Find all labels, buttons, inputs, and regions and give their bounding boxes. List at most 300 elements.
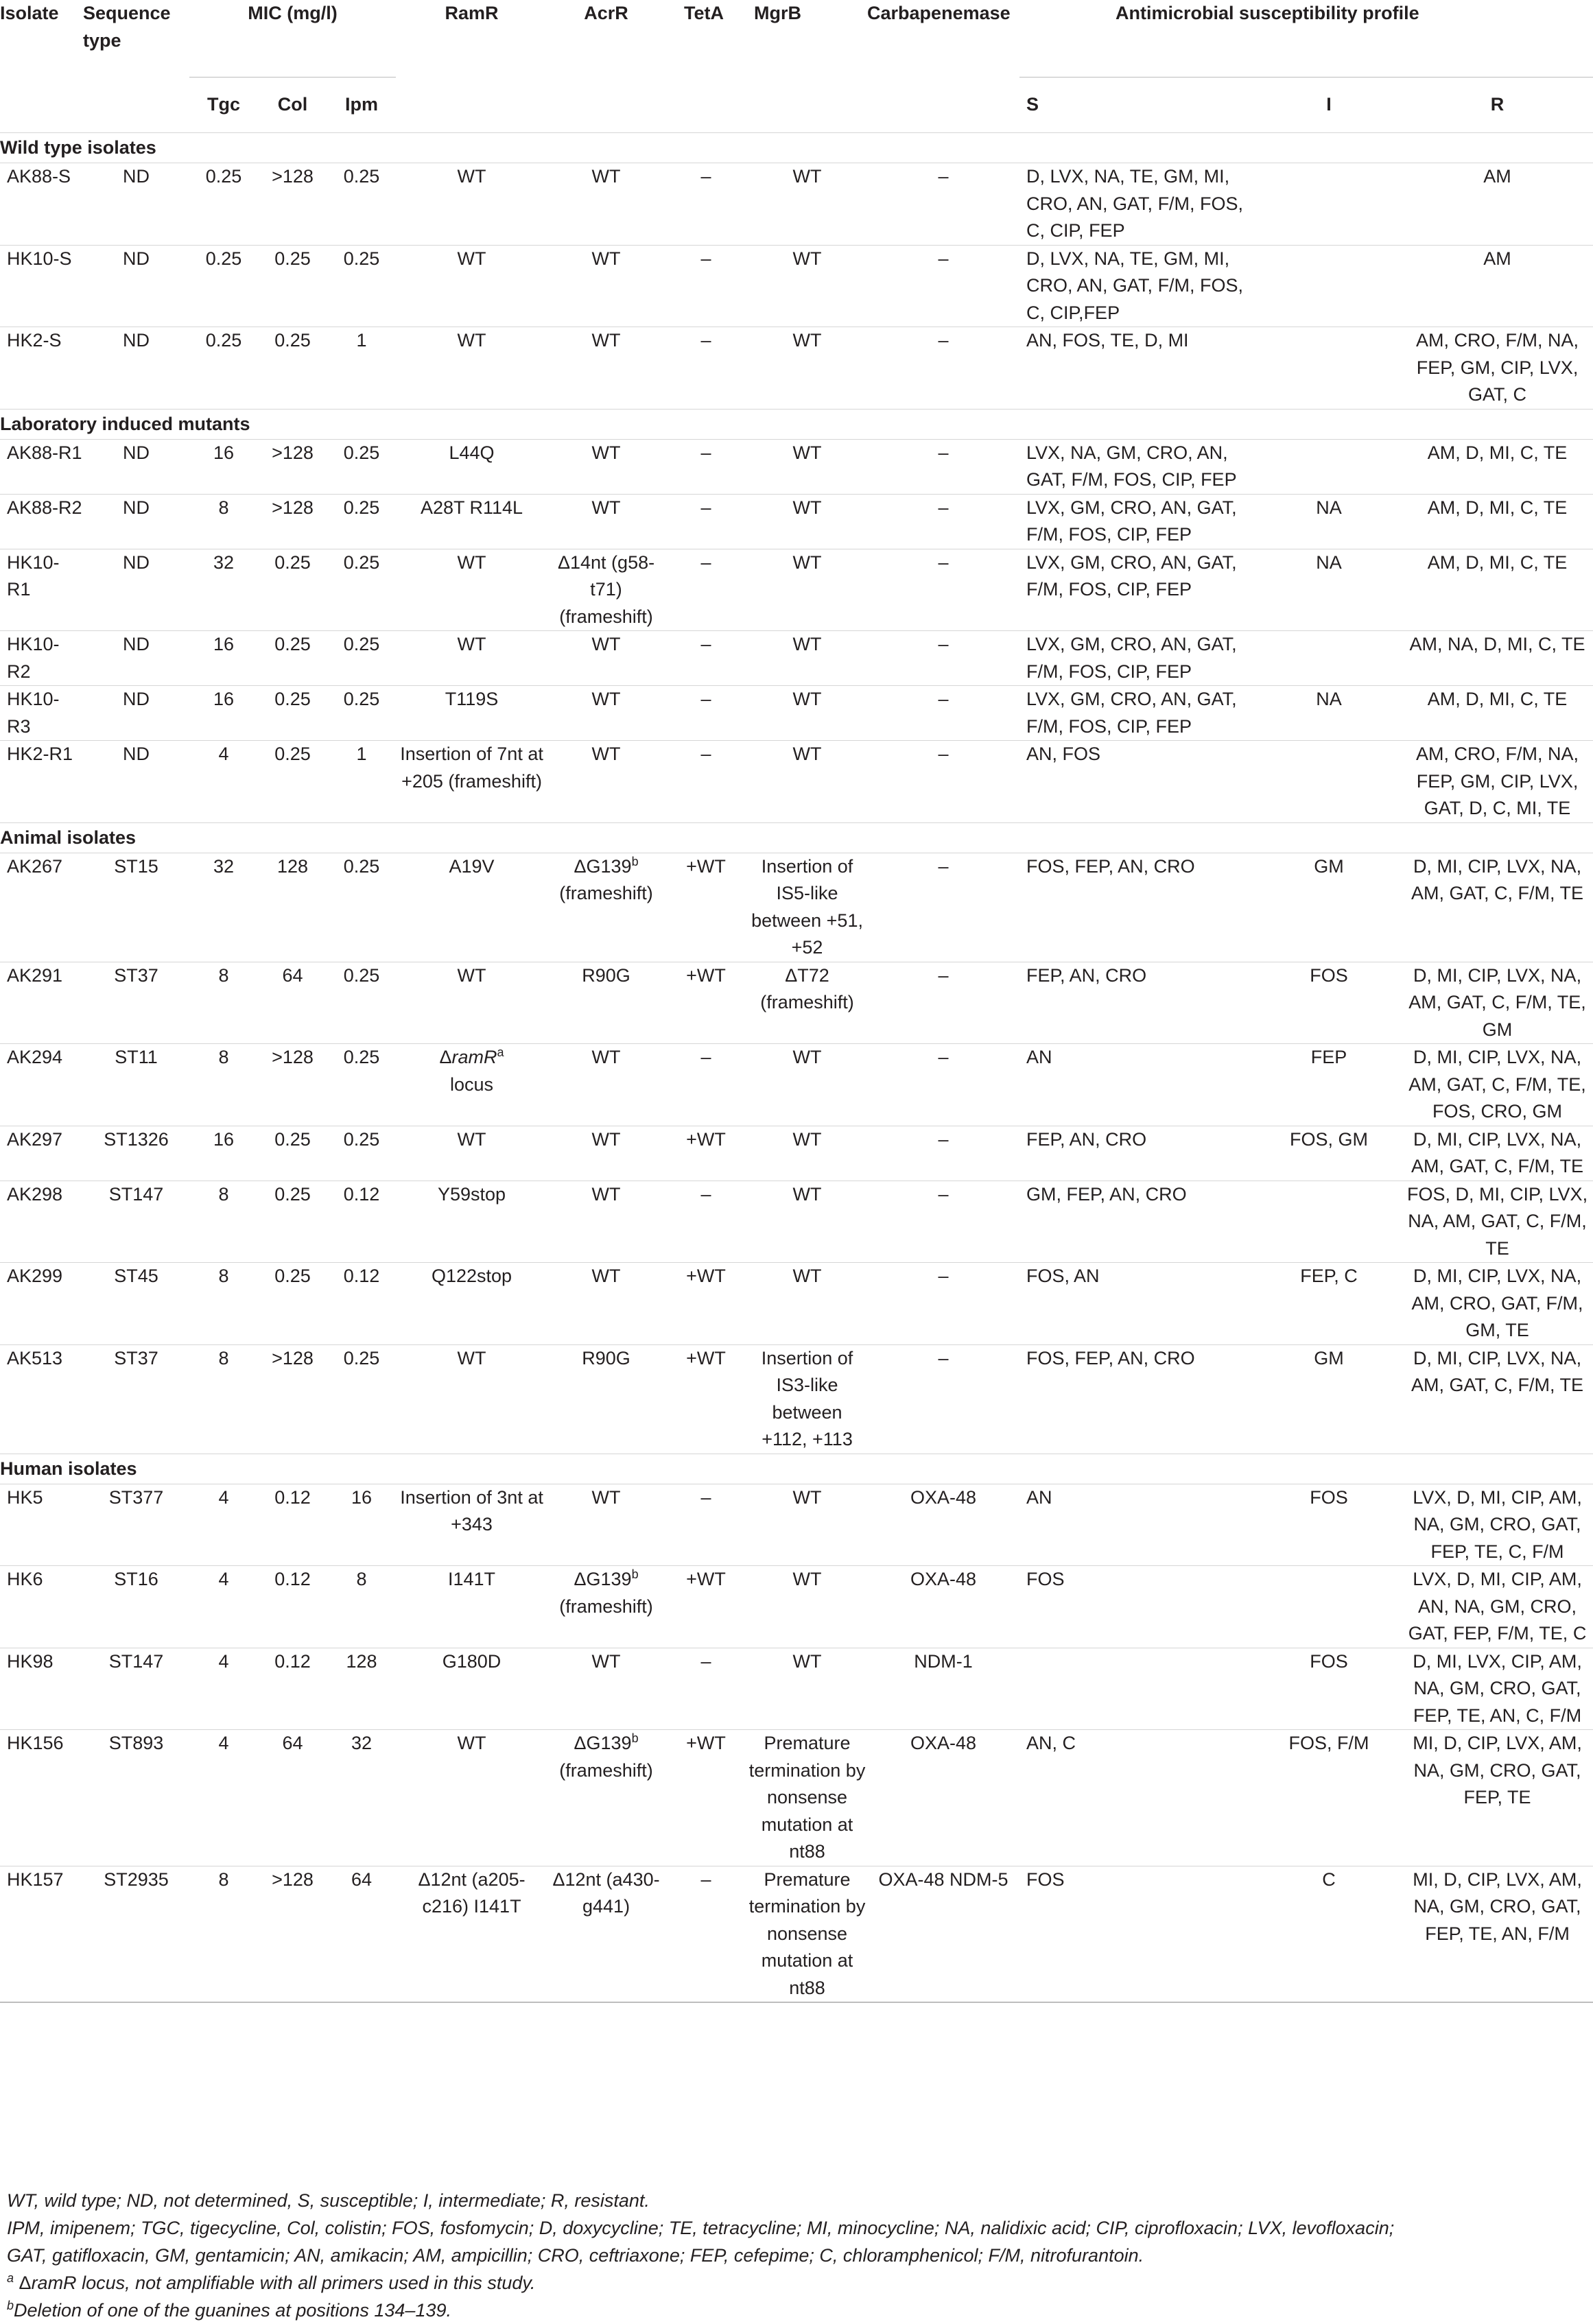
cell-tgc: 16 [189,1126,258,1181]
cell-carbapenemase: – [867,494,1019,549]
cell-intermediate: FOS [1256,962,1402,1044]
cell-isolate: HK6 [0,1566,83,1648]
cell-sequence-type: ND [83,439,189,494]
cell-col: 0.25 [258,1181,327,1263]
cell-ramr: WT [396,327,547,410]
footnote-ref: a [497,1045,504,1059]
section-header-row [0,409,1593,439]
cell-tgc: 16 [189,439,258,494]
cell-susceptible [1019,1648,1256,1730]
cell-acrr: WT [547,1263,665,1345]
cell-teta: – [665,494,747,549]
cell-ramr: T119S [396,686,547,741]
cell-carbapenemase: – [867,327,1019,410]
cell-ramr [396,1044,547,1126]
footnote-a-mark: a [7,2271,14,2285]
cell-carbapenemase: – [867,1181,1019,1263]
cell-susceptible: FOS, AN [1019,1263,1256,1345]
cell-ipm: 0.25 [327,853,396,962]
cell-resistant: D, MI, CIP, LVX, NA, AM, GAT, C, F/M, TE, FOS, CRO, GM [1402,1044,1593,1126]
cell-ipm: 0.25 [327,631,396,686]
cell-ipm: 0.25 [327,1126,396,1181]
cell-intermediate: FOS [1256,1484,1402,1566]
cell-mgrb: WT [747,245,867,327]
cell-tgc: 8 [189,962,258,1044]
col-col: Col [258,78,327,133]
cell-mgrb: WT [747,327,867,410]
cell-intermediate: GM [1256,853,1402,962]
cell-teta: – [665,1181,747,1263]
cell-mgrb: WT [747,1566,867,1648]
cell-ipm: 0.12 [327,1263,396,1345]
cell-carbapenemase: – [867,1263,1019,1345]
col-tgc: Tgc [189,78,258,133]
cell-col: >128 [258,163,327,246]
cell-intermediate [1256,327,1402,410]
cell-carbapenemase: – [867,549,1019,631]
table-row [0,962,1593,1044]
cell-resistant: D, MI, CIP, LVX, NA, AM, CRO, GAT, F/M, GM, TE [1402,1263,1593,1345]
cell-sequence-type: ND [83,163,189,246]
cell-ipm: 8 [327,1566,396,1648]
cell-intermediate [1256,245,1402,327]
footnote-ref: b [631,854,639,868]
cell-susceptible: FOS [1019,1866,1256,2002]
cell-isolate: HK2-R1 [0,741,83,823]
cell-intermediate [1256,1566,1402,1648]
cell-sequence-type: ND [83,549,189,631]
cell-susceptible: D, LVX, NA, TE, GM, MI, CRO, AN, GAT, F/M, FOS, C, CIP,FEP [1019,245,1256,327]
table-row [0,741,1593,823]
table-row [0,1181,1593,1263]
cell-tgc: 0.25 [189,245,258,327]
cell-ramr: Y59stop [396,1181,547,1263]
cell-ramr: WT [396,1730,547,1866]
cell-isolate: AK513 [0,1344,83,1454]
cell-sequence-type: ST147 [83,1181,189,1263]
cell-col: >128 [258,494,327,549]
col-ramr: RamR [445,3,499,23]
cell-carbapenemase: OXA-48 [867,1730,1019,1866]
table-row [0,631,1593,686]
cell-intermediate: NA [1256,494,1402,549]
footnote-ref: b [631,1731,639,1745]
footnote-a [7,2269,1448,2297]
cell-sequence-type: ST45 [83,1263,189,1345]
cell-carbapenemase: – [867,686,1019,741]
cell-tgc: 8 [189,494,258,549]
cell-susceptible: FOS, FEP, AN, CRO [1019,1344,1256,1454]
cell-col: 0.25 [258,1126,327,1181]
section-header-row [0,822,1593,853]
cell-ramr: G180D [396,1648,547,1730]
cell-tgc: 32 [189,853,258,962]
cell-sequence-type: ND [83,245,189,327]
cell-ramr: WT [396,631,547,686]
cell-susceptible: LVX, NA, GM, CRO, AN, GAT, F/M, FOS, CIP, FEP [1019,439,1256,494]
cell-mgrb: WT [747,631,867,686]
cell-col: >128 [258,1866,327,2002]
section-header-row [0,1454,1593,1484]
cell-teta: – [665,1866,747,2002]
cell-teta: – [665,741,747,823]
cell-sequence-type: ST2935 [83,1866,189,2002]
cell-acrr [547,1730,665,1866]
cell-susceptible: AN, FOS [1019,741,1256,823]
cell-intermediate [1256,163,1402,246]
cell-acrr: WT [547,163,665,246]
footnote-b [7,2297,1448,2324]
cell-ipm: 0.25 [327,962,396,1044]
cell-carbapenemase: – [867,1126,1019,1181]
cell-acrr: WT [547,245,665,327]
cell-ipm: 1 [327,327,396,410]
table-row [0,327,1593,410]
cell-teta: +WT [665,1730,747,1866]
cell-tgc: 4 [189,1566,258,1648]
cell-isolate: HK98 [0,1648,83,1730]
footnote-abbrev-1: WT, wild type; ND, not determined, S, susceptible; I, intermediate; R, resistant. [7,2190,650,2211]
cell-intermediate: NA [1256,549,1402,631]
cell-carbapenemase: – [867,163,1019,246]
cell-resistant: AM, D, MI, C, TE [1402,686,1593,741]
cell-intermediate: FOS [1256,1648,1402,1730]
cell-mgrb: WT [747,1044,867,1126]
col-asp: Antimicrobial susceptibility profile [1116,3,1419,23]
col-teta: TetA [684,3,724,23]
cell-tgc: 8 [189,1044,258,1126]
cell-teta: – [665,1648,747,1730]
cell-ipm: 0.25 [327,494,396,549]
cell-sequence-type: ND [83,327,189,410]
cell-susceptible: FOS, FEP, AN, CRO [1019,853,1256,962]
cell-susceptible: FOS [1019,1566,1256,1648]
cell-ramr: Insertion of 7nt at +205 (frameshift) [396,741,547,823]
cell-acrr [547,853,665,962]
cell-ipm: 0.25 [327,686,396,741]
cell-mgrb: WT [747,549,867,631]
cell-intermediate: FEP, C [1256,1263,1402,1345]
cell-intermediate: FEP [1256,1044,1402,1126]
cell-isolate: HK10-S [0,245,83,327]
col-i: I [1256,78,1402,133]
cell-susceptible: AN, C [1019,1730,1256,1866]
cell-teta: – [665,631,747,686]
table-footnotes [7,2187,1448,2324]
cell-mgrb: WT [747,494,867,549]
cell-susceptible: LVX, GM, CRO, AN, GAT, F/M, FOS, CIP, FEP [1019,631,1256,686]
cell-acrr: WT [547,1484,665,1566]
cell-col: 0.12 [258,1566,327,1648]
section-title: Laboratory induced mutants [0,409,1593,439]
cell-isolate: HK157 [0,1866,83,2002]
cell-carbapenemase: NDM-1 [867,1648,1019,1730]
cell-isolate: AK298 [0,1181,83,1263]
cell-teta: – [665,549,747,631]
cell-tgc: 4 [189,741,258,823]
cell-ipm: 0.25 [327,245,396,327]
cell-ramr: WT [396,1344,547,1454]
cell-isolate: AK297 [0,1126,83,1181]
cell-resistant: MI, D, CIP, LVX, AM, NA, GM, CRO, GAT, FEP, TE, AN, F/M [1402,1866,1593,2002]
cell-acrr: WT [547,631,665,686]
cell-tgc: 8 [189,1344,258,1454]
cell-sequence-type: ND [83,686,189,741]
cell-ipm: 32 [327,1730,396,1866]
cell-ipm: 0.25 [327,1044,396,1126]
cell-acrr: Δ14nt (g58-t71) (frameshift) [547,549,665,631]
cell-ipm: 0.25 [327,439,396,494]
cell-carbapenemase: – [867,1044,1019,1126]
cell-acrr: WT [547,1126,665,1181]
cell-intermediate: GM [1256,1344,1402,1454]
cell-tgc: 0.25 [189,327,258,410]
cell-teta: – [665,327,747,410]
cell-susceptible: LVX, GM, CRO, AN, GAT, F/M, FOS, CIP, FEP [1019,686,1256,741]
cell-intermediate: C [1256,1866,1402,2002]
cell-col: 64 [258,962,327,1044]
cell-acrr [547,1566,665,1648]
cell-intermediate [1256,439,1402,494]
section-title: Animal isolates [0,822,1593,853]
cell-acrr: WT [547,439,665,494]
cell-tgc: 4 [189,1730,258,1866]
cell-sequence-type: ND [83,631,189,686]
cell-mgrb: Insertion of IS3-like between +112, +113 [747,1344,867,1454]
cell-susceptible: D, LVX, NA, TE, GM, MI, CRO, AN, GAT, F/M, FOS, C, CIP, FEP [1019,163,1256,246]
cell-tgc: 8 [189,1866,258,2002]
cell-tgc: 0.25 [189,163,258,246]
cell-ipm: 0.25 [327,163,396,246]
cell-isolate: AK299 [0,1263,83,1345]
cell-sequence-type: ST147 [83,1648,189,1730]
cell-carbapenemase: – [867,245,1019,327]
table-body [0,133,1593,2003]
cell-ramr: L44Q [396,439,547,494]
col-s: S [1019,78,1256,133]
cell-carbapenemase: – [867,631,1019,686]
cell-ramr: WT [396,245,547,327]
table-row [0,686,1593,741]
cell-resistant: MI, D, CIP, LVX, AM, NA, GM, CRO, GAT, FEP, TE [1402,1730,1593,1866]
cell-ipm: 64 [327,1866,396,2002]
col-ipm: Ipm [327,78,396,133]
table-row [0,494,1593,549]
cell-acrr: WT [547,686,665,741]
cell-col: 0.25 [258,741,327,823]
cell-resistant: AM, D, MI, C, TE [1402,549,1593,631]
cell-ramr: WT [396,1126,547,1181]
cell-col: >128 [258,1344,327,1454]
cell-resistant: AM [1402,245,1593,327]
cell-mgrb: WT [747,741,867,823]
cell-isolate: HK10-R3 [0,686,83,741]
section-title: Human isolates [0,1454,1593,1484]
table-row [0,853,1593,962]
cell-ramr: A28T R114L [396,494,547,549]
cell-resistant: D, MI, CIP, LVX, NA, AM, GAT, C, F/M, TE, GM [1402,962,1593,1044]
cell-isolate: HK10-R1 [0,549,83,631]
cell-carbapenemase: OXA-48 [867,1566,1019,1648]
cell-acrr: WT [547,1044,665,1126]
cell-col: 128 [258,853,327,962]
cell-sequence-type: ST37 [83,1344,189,1454]
cell-resistant: D, MI, LVX, CIP, AM, NA, GM, CRO, GAT, FEP, TE, AN, C, F/M [1402,1648,1593,1730]
cell-tgc: 4 [189,1484,258,1566]
cell-intermediate: FOS, F/M [1256,1730,1402,1866]
cell-mgrb: WT [747,1181,867,1263]
cell-tgc: 32 [189,549,258,631]
cell-col: 0.25 [258,1263,327,1345]
cell-sequence-type: ND [83,741,189,823]
cell-carbapenemase: – [867,741,1019,823]
cell-resistant: AM, CRO, F/M, NA, FEP, GM, CIP, LVX, GAT, D, C, MI, TE [1402,741,1593,823]
footnote-ref: b [631,1567,639,1581]
section-header-row [0,133,1593,163]
cell-acrr: WT [547,741,665,823]
cell-col: 0.25 [258,686,327,741]
cell-teta: +WT [665,962,747,1044]
cell-acrr: WT [547,494,665,549]
cell-susceptible: AN, FOS, TE, D, MI [1019,327,1256,410]
cell-carbapenemase: – [867,1344,1019,1454]
col-r: R [1402,78,1593,133]
footnote-b-text: Deletion of one of the guanines at positions 134–139. [14,2300,451,2321]
cell-teta: – [665,686,747,741]
col-mgrb: MgrB [754,3,802,23]
col-mic: MIC (mg/l) [248,3,338,23]
cell-mgrb: Premature termination by nonsense mutation at nt88 [747,1866,867,2002]
cell-resistant: LVX, D, MI, CIP, AM, AN, NA, GM, CRO, GAT, FEP, F/M, TE, C [1402,1566,1593,1648]
cell-tgc: 16 [189,686,258,741]
cell-isolate: AK267 [0,853,83,962]
cell-col: 0.25 [258,549,327,631]
table-row [0,1344,1593,1454]
cell-teta: +WT [665,1263,747,1345]
cell-isolate: AK88-S [0,163,83,246]
cell-mgrb: Insertion of IS5-like between +51, +52 [747,853,867,962]
table-row [0,439,1593,494]
cell-ipm: 1 [327,741,396,823]
cell-susceptible: AN [1019,1044,1256,1126]
cell-ipm: 0.12 [327,1181,396,1263]
cell-mgrb: Premature termination by nonsense mutation at nt88 [747,1730,867,1866]
cell-ramr: Δ12nt (a205-c216) I141T [396,1866,547,2002]
table-row [0,1648,1593,1730]
cell-ramr: Insertion of 3nt at +343 [396,1484,547,1566]
cell-susceptible: FEP, AN, CRO [1019,962,1256,1044]
cell-sequence-type: ST16 [83,1566,189,1648]
acrr-effect: (frameshift) [559,1759,653,1781]
cell-sequence-type: ST15 [83,853,189,962]
cell-teta: +WT [665,1126,747,1181]
table-row [0,1044,1593,1126]
section-title: Wild type isolates [0,133,1593,163]
ramr-gene: ramR [451,1047,497,1067]
cell-acrr: R90G [547,962,665,1044]
acrr-mutation: ΔG139 [574,855,632,877]
cell-mgrb: WT [747,163,867,246]
col-acrr: AcrR [584,3,628,23]
cell-col: 0.25 [258,245,327,327]
cell-acrr: Δ12nt (a430-g441) [547,1866,665,2002]
cell-resistant: AM, CRO, F/M, NA, FEP, GM, CIP, LVX, GAT, C [1402,327,1593,410]
cell-intermediate [1256,1181,1402,1263]
cell-susceptible: GM, FEP, AN, CRO [1019,1181,1256,1263]
col-isolate: Isolate [0,3,59,23]
footnote-a-gene: ramR [31,2273,77,2293]
table-row [0,549,1593,631]
cell-col: >128 [258,439,327,494]
cell-ipm: 16 [327,1484,396,1566]
acrr-mutation: ΔG139 [574,1569,632,1589]
cell-isolate: AK88-R1 [0,439,83,494]
cell-sequence-type: ST377 [83,1484,189,1566]
cell-carbapenemase: – [867,439,1019,494]
cell-col: 0.25 [258,631,327,686]
table-row [0,1263,1593,1345]
cell-mgrb: WT [747,686,867,741]
cell-tgc: 8 [189,1181,258,1263]
table-row [0,163,1593,246]
cell-col: 0.25 [258,327,327,410]
cell-resistant: D, MI, CIP, LVX, NA, AM, GAT, C, F/M, TE [1402,853,1593,962]
cell-col: 0.12 [258,1648,327,1730]
table-row [0,1566,1593,1648]
cell-teta: – [665,1484,747,1566]
footnote-abbrev-2: IPM, imipenem; TGC, tigecycline, Col, colistin; FOS, fosfomycin; D, doxycycline; TE, tetracycline; MI, minocycline; NA, nalidixic acid; CIP, ciprofloxacin; LVX, levofloxacin; [7,2218,1395,2238]
cell-carbapenemase: – [867,962,1019,1044]
cell-teta: – [665,439,747,494]
cell-mgrb: WT [747,1484,867,1566]
cell-mgrb: WT [747,439,867,494]
cell-acrr: R90G [547,1344,665,1454]
footnote-a-text: locus, not amplifiable with all primers used in this study. [76,2273,536,2293]
table-row [0,1484,1593,1566]
cell-resistant: D, MI, CIP, LVX, NA, AM, GAT, C, F/M, TE [1402,1344,1593,1454]
col-carbapenemase: Carbapenemase [867,3,1011,23]
cell-col: 64 [258,1730,327,1866]
footnote-a-delta: Δ [14,2273,32,2293]
table-row [0,1730,1593,1866]
cell-isolate: HK10-R2 [0,631,83,686]
table-row [0,245,1593,327]
cell-sequence-type: ST893 [83,1730,189,1866]
header-row-1 [0,0,1593,78]
ramr-locus: locus [450,1074,494,1095]
acrr-mutation: ΔG139 [574,1733,632,1753]
table-row [0,1126,1593,1181]
cell-tgc: 16 [189,631,258,686]
cell-resistant: AM [1402,163,1593,246]
cell-resistant: AM, NA, D, MI, C, TE [1402,631,1593,686]
cell-resistant: AM, D, MI, C, TE [1402,494,1593,549]
cell-mgrb: WT [747,1263,867,1345]
cell-isolate: AK291 [0,962,83,1044]
cell-resistant: AM, D, MI, C, TE [1402,439,1593,494]
cell-carbapenemase: OXA-48 NDM-5 [867,1866,1019,2002]
cell-mgrb: ΔT72 (frameshift) [747,962,867,1044]
cell-resistant: D, MI, CIP, LVX, NA, AM, GAT, C, F/M, TE [1402,1126,1593,1181]
cell-ramr: I141T [396,1566,547,1648]
col-sequence-type: Sequence type [83,3,171,51]
cell-isolate: HK156 [0,1730,83,1866]
cell-intermediate: FOS, GM [1256,1126,1402,1181]
table-row [0,1866,1593,2002]
cell-susceptible: AN [1019,1484,1256,1566]
cell-intermediate [1256,631,1402,686]
cell-teta: +WT [665,1566,747,1648]
